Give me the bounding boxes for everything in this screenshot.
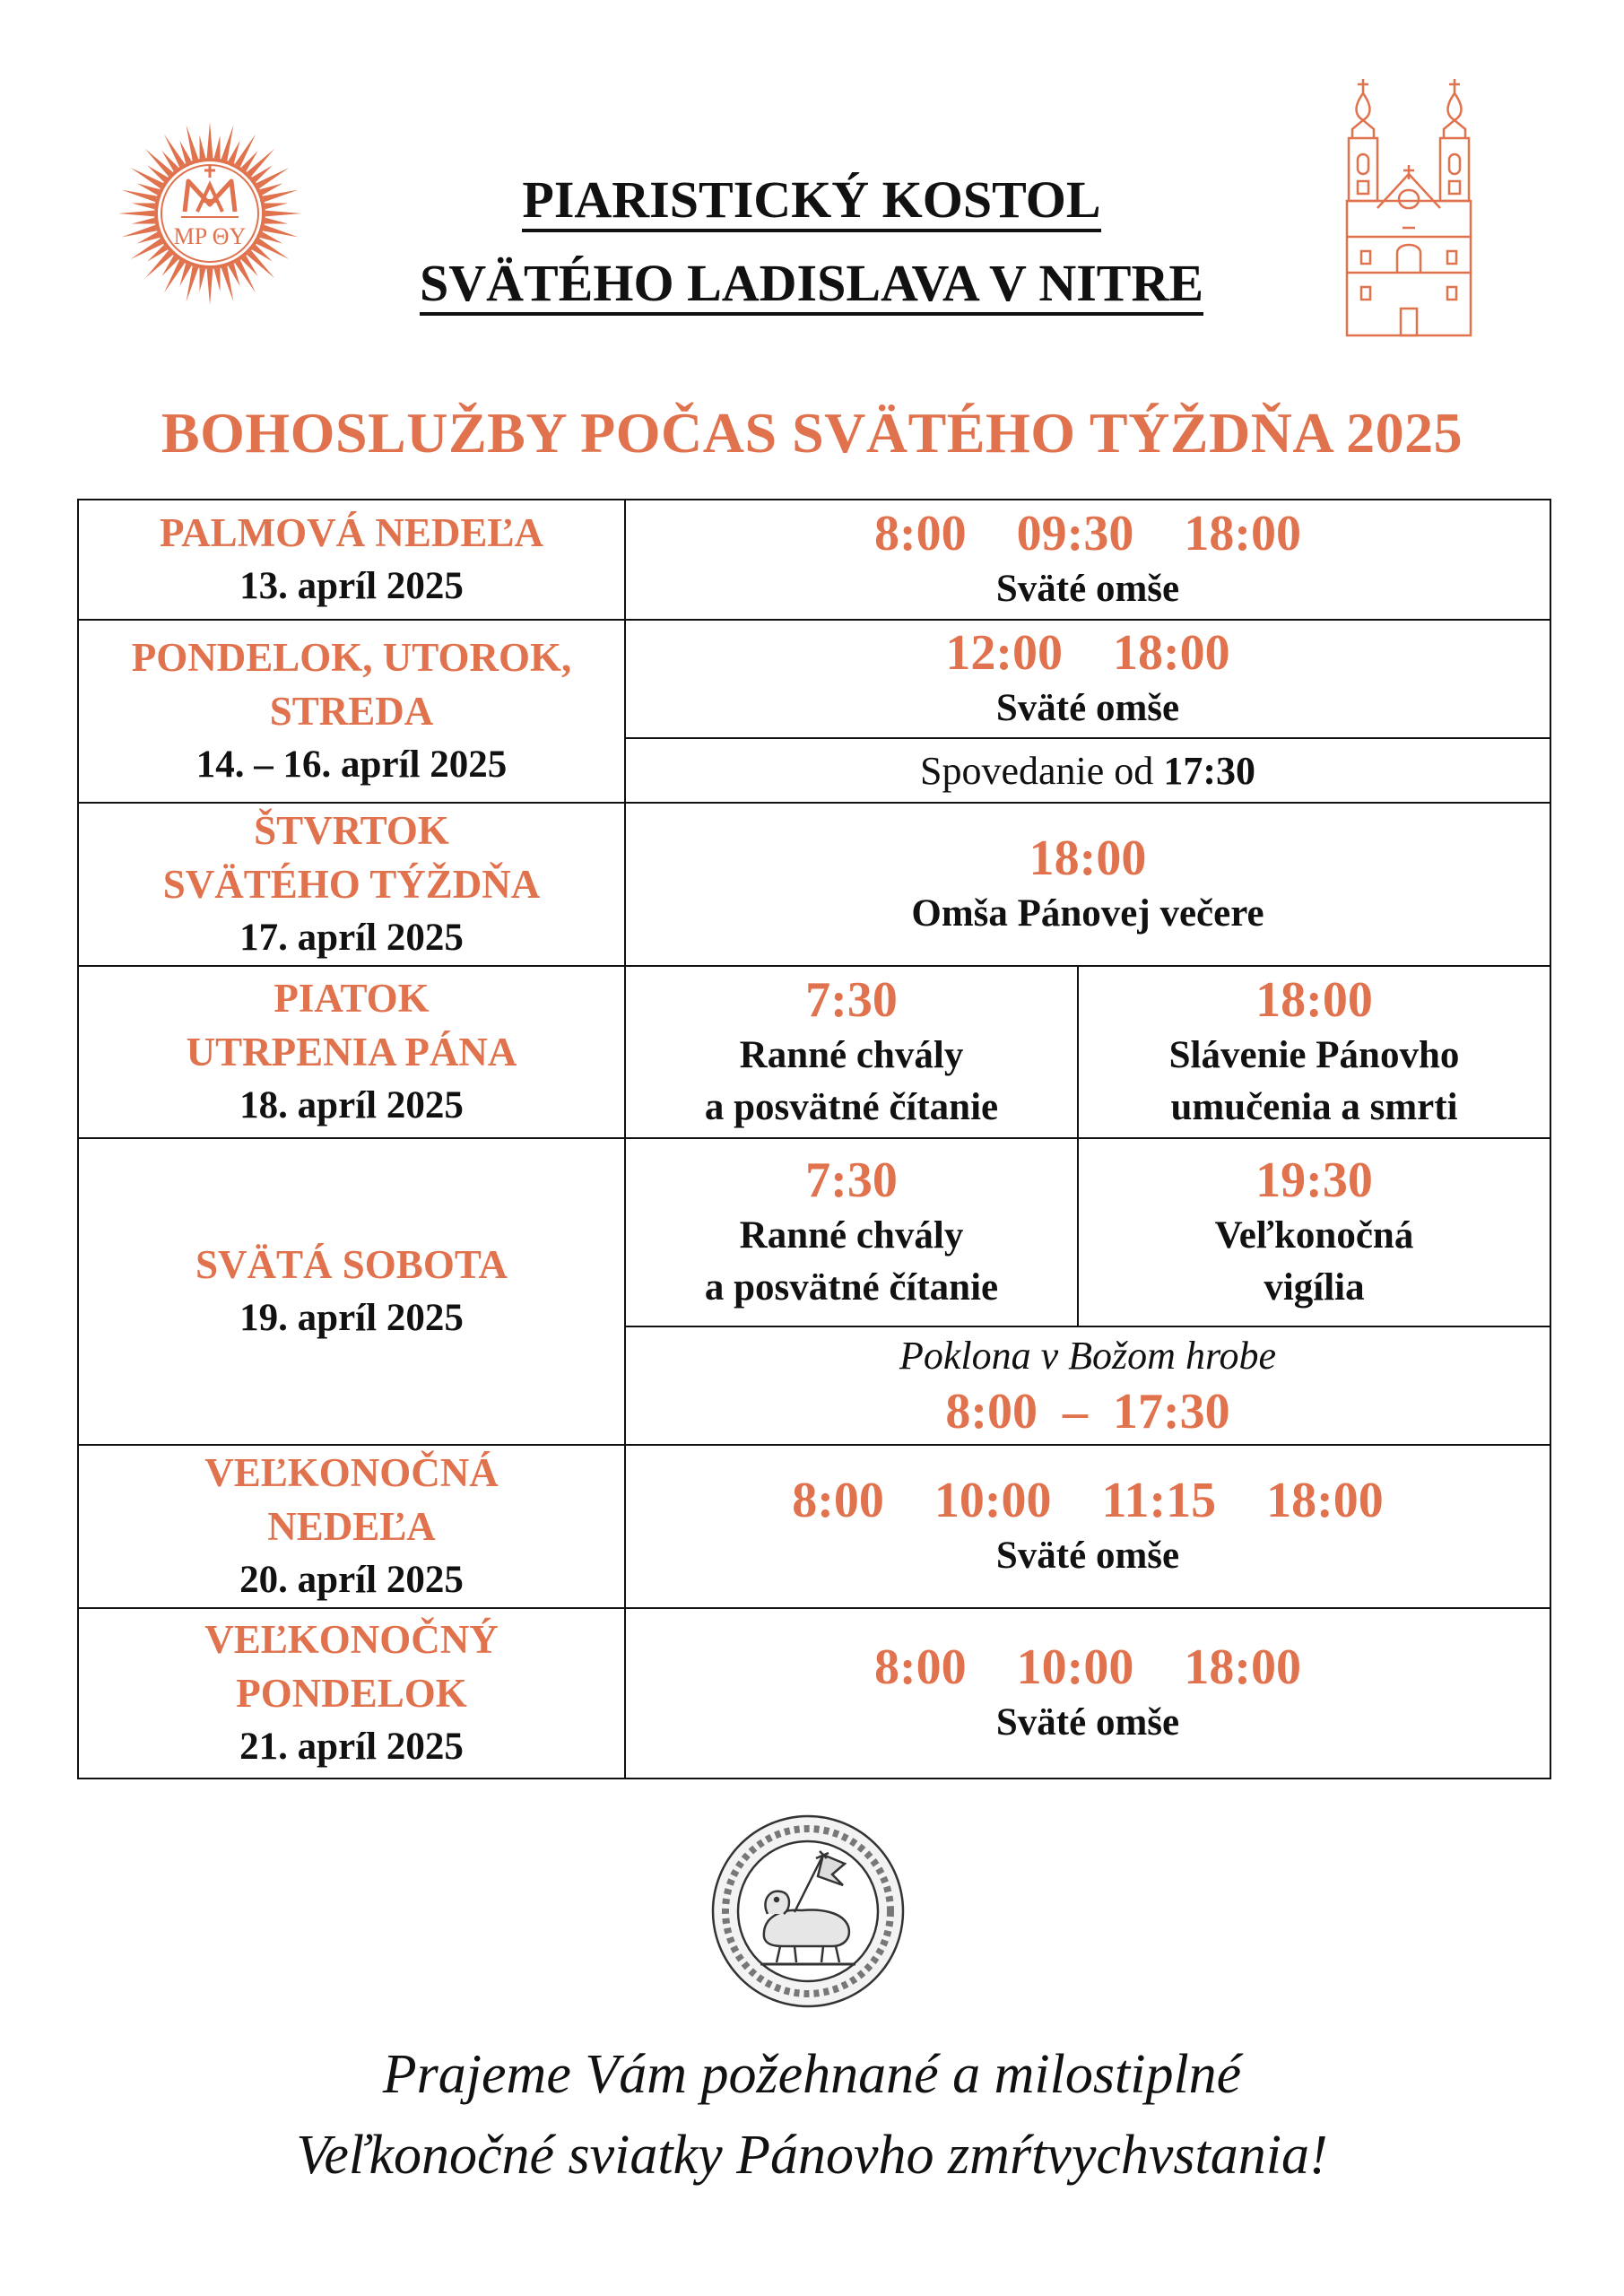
service-desc: Sväté omše	[995, 1701, 1180, 1744]
service-cell	[625, 500, 1550, 620]
service-cell	[625, 1138, 1078, 1326]
service-cell	[625, 966, 1078, 1138]
sun-ray	[200, 268, 206, 291]
day-date: 20. apríl 2025	[239, 1559, 464, 1601]
service-times	[626, 1638, 1550, 1697]
service-time: 18:00	[1184, 506, 1301, 561]
service-time: 7:30	[805, 1152, 898, 1208]
sun-ray	[214, 135, 221, 159]
day-cell	[78, 803, 625, 966]
service-desc: Slávenie Pánovho	[1168, 1034, 1460, 1076]
sun-ray	[132, 204, 155, 210]
day-name: PONDELOK	[236, 1671, 467, 1716]
day-name: VEĽKONOČNÁ	[204, 1450, 499, 1495]
confession-label: Spovedanie od	[920, 748, 1154, 793]
day-cell	[78, 1445, 625, 1608]
day-name: PALMOVÁ NEDEĽA	[160, 510, 543, 555]
service-desc: Sväté omše	[995, 568, 1180, 610]
day-cell	[78, 966, 625, 1138]
day-cell	[78, 1608, 625, 1779]
service-cell	[625, 620, 1550, 738]
sun-ray	[235, 135, 256, 167]
service-time: 18:00	[1029, 831, 1147, 886]
church-towers-icon	[1343, 75, 1474, 350]
service-time: 8:00	[792, 1473, 884, 1528]
day-name: NEDEĽA	[267, 1504, 436, 1549]
day-date: 13. apríl 2025	[239, 565, 464, 607]
service-time: 10:00	[934, 1473, 1052, 1528]
day-date: 19. apríl 2025	[239, 1297, 464, 1339]
svg-text:MP ΘY: MP ΘY	[173, 223, 247, 249]
day-name: ŠTVRTOK	[254, 808, 449, 853]
schedule-table	[77, 499, 1551, 1779]
service-time: 12:00	[945, 625, 1063, 681]
service-time: 18:00	[1113, 625, 1230, 681]
day-name: VEĽKONOČNÝ	[204, 1617, 499, 1662]
sun-ray	[256, 168, 289, 188]
day-cell	[78, 1138, 625, 1445]
church-title-line2: SVÄTÉHO LADISLAVA V NITRE	[420, 255, 1203, 316]
day-date: 21. apríl 2025	[239, 1726, 464, 1768]
table-row	[78, 1138, 1550, 1326]
sun-ray	[214, 268, 221, 291]
service-desc: Omša Pánovej večere	[911, 892, 1264, 935]
adoration-cell	[625, 1326, 1550, 1445]
table-row	[78, 1445, 1550, 1608]
sun-ray	[131, 168, 163, 188]
service-desc: Ranné chvály	[739, 1214, 964, 1257]
adoration-time: 8:00 – 17:30	[945, 1384, 1230, 1439]
adoration-label: Poklona v Božom hrobe	[899, 1334, 1276, 1378]
service-desc: Sväté omše	[995, 687, 1180, 729]
service-cell	[625, 1445, 1550, 1608]
sun-ray	[131, 239, 163, 259]
main-heading: BOHOSLUŽBY POČAS SVÄTÉHO TÝŽDŇA 2025	[161, 401, 1463, 465]
service-time: 8:00	[874, 506, 967, 561]
confession-time: 17:30	[1163, 748, 1255, 793]
service-desc: Veľkonočná	[1214, 1214, 1414, 1257]
sun-ray	[118, 211, 154, 217]
sun-ray	[164, 260, 185, 292]
day-name: SVÄTÁ SOBOTA	[195, 1242, 508, 1287]
day-date: 14. – 16. apríl 2025	[195, 744, 508, 786]
service-desc: umučenia a smrti	[1170, 1086, 1458, 1128]
sun-ray	[265, 211, 301, 217]
service-time: 18:00	[1184, 1639, 1301, 1695]
sun-ray	[164, 135, 185, 167]
sun-ray	[265, 204, 288, 210]
day-name: PIATOK	[274, 976, 430, 1021]
service-time: 8:00	[874, 1639, 967, 1695]
service-desc: vigília	[1264, 1266, 1365, 1309]
service-cell	[1078, 1138, 1550, 1326]
confession-cell	[625, 738, 1550, 803]
closing-greeting	[0, 2034, 1624, 2196]
closing-line1: Prajeme Vám požehnané a milostiplné	[382, 2044, 1242, 2105]
service-desc: Ranné chvály	[739, 1034, 964, 1076]
day-cell	[78, 620, 625, 803]
service-time: 09:30	[1016, 506, 1134, 561]
service-time: 11:15	[1101, 1473, 1217, 1528]
service-cell	[625, 1608, 1550, 1779]
sun-ray	[265, 218, 288, 224]
table-row	[78, 803, 1550, 966]
service-time: 7:30	[805, 972, 898, 1028]
day-date: 17. apríl 2025	[239, 917, 464, 959]
day-cell	[78, 500, 625, 620]
service-desc: Sväté omše	[995, 1535, 1180, 1577]
service-cell	[1078, 966, 1550, 1138]
sun-ray	[235, 260, 256, 292]
service-times	[626, 623, 1550, 683]
service-cell	[625, 803, 1550, 966]
day-name: UTRPENIA PÁNA	[186, 1030, 517, 1074]
closing-line2: Veľkonočné sviatky Pánovho zmŕtvychvstania!	[296, 2125, 1328, 2186]
service-times	[626, 1471, 1550, 1530]
table-row	[78, 966, 1550, 1138]
day-name: SVÄTÉHO TÝŽDŇA	[162, 862, 541, 907]
church-title	[341, 163, 1282, 330]
day-name: STREDA	[269, 689, 434, 734]
service-desc: a posvätné čítanie	[704, 1086, 999, 1128]
sun-ray	[207, 269, 213, 305]
service-times	[626, 504, 1550, 563]
table-row	[78, 1608, 1550, 1779]
service-desc: a posvätné čítanie	[704, 1266, 999, 1309]
day-name: PONDELOK, UTOROK,	[131, 635, 572, 680]
sun-ray	[256, 239, 289, 259]
table-row	[78, 500, 1550, 620]
sun-ray	[207, 122, 213, 158]
sun-ray	[132, 218, 155, 224]
marian-monogram-sun-icon	[115, 118, 305, 309]
church-title-line1: PIARISTICKÝ KOSTOL	[522, 171, 1100, 232]
table-row	[78, 620, 1550, 738]
service-time: 18:00	[1266, 1473, 1384, 1528]
service-time: 18:00	[1255, 972, 1373, 1028]
sun-ray	[200, 135, 206, 159]
day-date: 18. apríl 2025	[239, 1084, 464, 1126]
agnus-dei-seal-icon	[708, 1812, 908, 2011]
service-time: 19:30	[1255, 1152, 1373, 1208]
service-time: 10:00	[1016, 1639, 1134, 1695]
